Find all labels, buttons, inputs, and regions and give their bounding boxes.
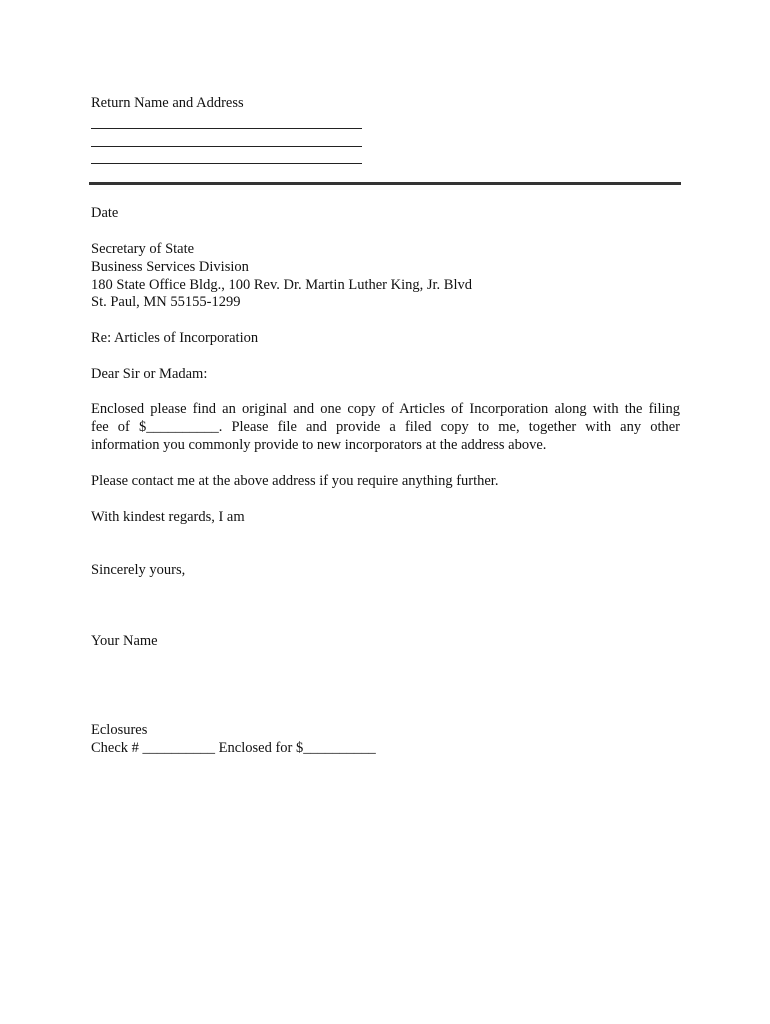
closing: Sincerely yours, (91, 562, 186, 578)
return-address-heading: Return Name and Address (91, 95, 244, 111)
enclosures-label: Eclosures (91, 722, 148, 738)
recipient-line-4: St. Paul, MN 55155-1299 (91, 294, 241, 310)
body-paragraph-1 (91, 400, 680, 454)
date-label: Date (91, 205, 119, 221)
body-paragraph-3: With kindest regards, I am (91, 509, 245, 525)
return-address-blank-line[interactable] (91, 163, 362, 164)
body-paragraph-1-line: Enclosed please find an original and one copy of Articles of Incorporation along with the filing (91, 401, 680, 417)
return-address-blank-line[interactable] (91, 146, 362, 147)
subject-line: Re: Articles of Incorporation (91, 330, 259, 346)
body-paragraph-1-line: fee of $__________. Please file and provide a filed copy to me, together with any other (91, 419, 680, 435)
signature-name: Your Name (91, 633, 158, 649)
recipient-line-2: Business Services Division (91, 259, 249, 275)
header-divider (89, 182, 681, 185)
body-paragraph-2: Please contact me at the above address if you require anything further. (91, 473, 499, 489)
return-address-blank-line[interactable] (91, 128, 362, 129)
body-paragraph-1-line: information you commonly provide to new incorporators at the address above. (91, 437, 547, 453)
enclosures-check-line: Check # __________ Enclosed for $__________ (91, 740, 376, 756)
recipient-line-3: 180 State Office Bldg., 100 Rev. Dr. Martin Luther King, Jr. Blvd (91, 277, 472, 293)
recipient-line-1: Secretary of State (91, 241, 195, 257)
salutation: Dear Sir or Madam: (91, 366, 208, 382)
